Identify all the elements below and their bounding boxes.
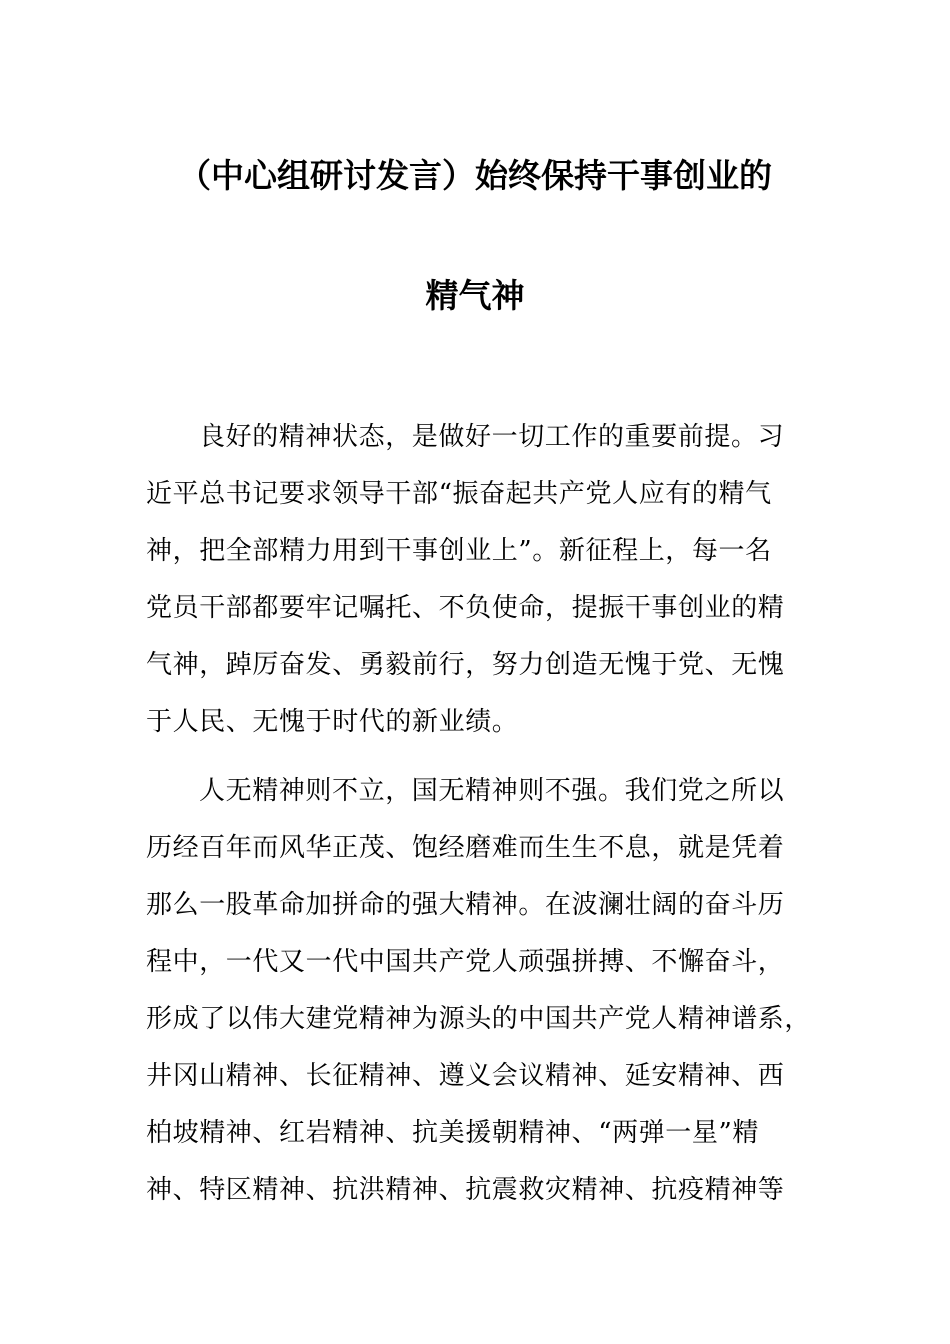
paragraph-2-line-8: 神、特区精神、抗洪精神、抗震救灾精神、抗疫精神等 (146, 1175, 785, 1205)
paragraph-2-line-1: 人无精神则不立，国无精神则不强。我们党之所以 (199, 776, 785, 806)
document-title-line-1: （中心组研讨发言）始终保持干事创业的 (178, 156, 772, 195)
paragraph-2-line-3: 那么一股革命加拼命的强大精神。在波澜壮阔的奋斗历 (146, 890, 785, 920)
paragraph-1-line-3: 神，把全部精力用到干事创业上”。新征程上，每一名 (146, 536, 772, 566)
paragraph-2-line-2: 历经百年而风华正茂、饱经磨难而生生不息，就是凭着 (146, 833, 785, 863)
paragraph-2-line-4: 程中，一代又一代中国共产党人顽强拼搏、不懈奋斗， (146, 947, 785, 977)
paragraph-1-line-1: 良好的精神状态，是做好一切工作的重要前提。习 (199, 422, 785, 452)
document-title-line-2: 精气神 (425, 276, 525, 315)
paragraph-2-line-6: 井冈山精神、长征精神、遵义会议精神、延安精神、西 (146, 1061, 785, 1091)
paragraph-1-line-2: 近平总书记要求领导干部“振奋起共产党人应有的精气 (146, 479, 772, 509)
paragraph-1-line-6: 于人民、无愧于时代的新业绩。 (146, 707, 519, 737)
paragraph-2-line-7: 柏坡精神、红岩精神、抗美援朝精神、“两弹一星”精 (146, 1118, 759, 1148)
paragraph-1-line-4: 党员干部都要牢记嘱托、不负使命，提振干事创业的精 (146, 593, 785, 623)
paragraph-1-line-5: 气神，踔厉奋发、勇毅前行，努力创造无愧于党、无愧 (146, 650, 785, 680)
paragraph-2-line-5: 形成了以伟大建党精神为源头的中国共产党人精神谱系， (146, 1004, 812, 1034)
